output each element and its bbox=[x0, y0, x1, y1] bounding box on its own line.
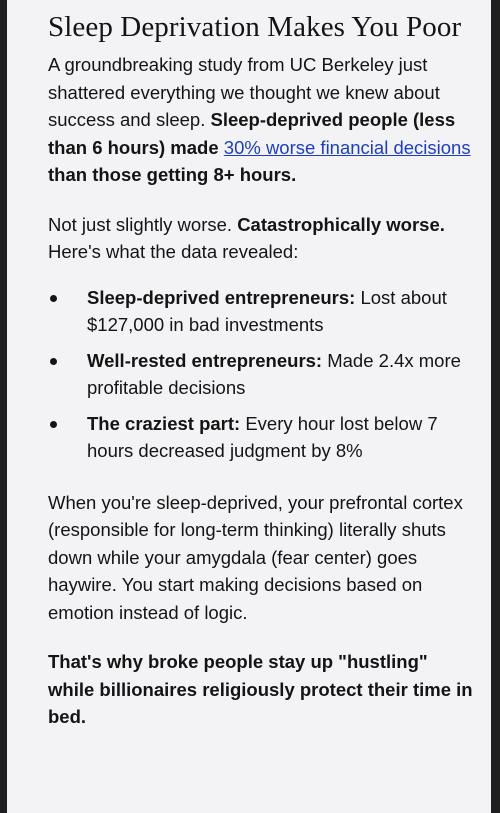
list-item-label: Sleep-deprived entrepreneurs: bbox=[87, 286, 356, 308]
data-intro-bold: Catastrophically worse. bbox=[237, 213, 445, 235]
list-item bbox=[48, 347, 477, 402]
data-intro-text-end: Here's what the data revealed: bbox=[48, 241, 299, 262]
bullet-icon bbox=[50, 295, 57, 302]
list-item-label: The craziest part: bbox=[87, 412, 241, 434]
conclusion-bold: That's why broke people stay up "hustling" while billionaires religiously protect their time in bed. bbox=[48, 651, 473, 727]
list-item bbox=[48, 410, 477, 465]
findings-list bbox=[48, 284, 477, 465]
list-item-label: Well-rested entrepreneurs: bbox=[87, 349, 323, 371]
article-card bbox=[7, 0, 491, 813]
list-item-text: Made 2.4x more profitable decisions bbox=[87, 349, 461, 398]
bullet-icon bbox=[50, 358, 57, 365]
intro-text: A groundbreaking study from UC Berkeley just shattered everything we thought we knew about success and sleep. bbox=[48, 54, 440, 130]
bullet-icon bbox=[50, 421, 57, 428]
intro-paragraph bbox=[48, 51, 477, 189]
intro-bold-text-end: than those getting 8+ hours. bbox=[48, 164, 297, 185]
data-intro-text: Not just slightly worse. bbox=[48, 213, 238, 235]
data-intro-paragraph bbox=[48, 211, 477, 266]
conclusion-paragraph bbox=[48, 648, 477, 731]
article-title: Sleep Deprivation Makes You Poor bbox=[48, 11, 462, 43]
explanation-paragraph: When you're sleep-deprived, your prefrontal cortex (responsible for long-term thinking) literally shuts down while your amygdala (fear center) goes haywire. You start making decisions based on emotion instead of logic. bbox=[48, 491, 463, 623]
intro-bold-text: Sleep-deprived people (less than 6 hours) made bbox=[48, 109, 456, 158]
list-item bbox=[48, 284, 477, 339]
list-item-text: Lost about $127,000 in bad investments bbox=[87, 286, 447, 335]
financial-decisions-link[interactable]: 30% worse financial decisions bbox=[223, 136, 471, 158]
list-item-text: Every hour lost below 7 hours decreased judgment by 8% bbox=[87, 412, 438, 461]
